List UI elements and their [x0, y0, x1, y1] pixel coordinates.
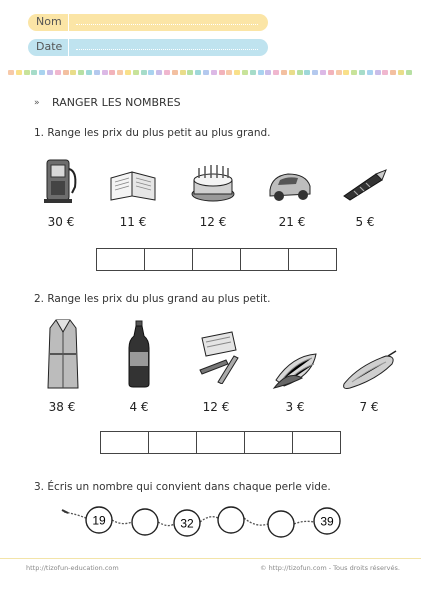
book-icon	[108, 166, 158, 204]
strip-dot	[117, 70, 123, 75]
strip-dot	[109, 70, 115, 75]
answer-box[interactable]	[148, 431, 197, 454]
strip-dot	[219, 70, 225, 75]
price-label: 12 €	[202, 400, 230, 414]
date-writing-line	[76, 49, 258, 50]
exercise1-instruction: 1. Range les prix du plus petit au plus grand.	[34, 127, 271, 139]
strip-dot	[281, 70, 287, 75]
strip-dot	[359, 70, 365, 75]
strip-dot	[8, 70, 14, 75]
answer-box[interactable]	[288, 248, 337, 271]
strip-dot	[312, 70, 318, 75]
footer-copyright: © http://tizofun.com - Tous droits réservés.	[260, 564, 400, 572]
price-label: 7 €	[359, 400, 379, 414]
name-label: Nom	[36, 15, 62, 28]
strip-dot	[406, 70, 412, 75]
strip-dot	[398, 70, 404, 75]
strip-dot	[164, 70, 170, 75]
cutter-knife-icon	[340, 168, 388, 202]
decorative-color-strip	[8, 70, 413, 76]
strip-dot	[39, 70, 45, 75]
strip-dot	[172, 70, 178, 75]
strip-dot	[180, 70, 186, 75]
strip-dot	[133, 70, 139, 75]
answer-box[interactable]	[196, 431, 245, 454]
strip-dot	[148, 70, 154, 75]
bottle-icon	[128, 320, 150, 388]
strip-dot	[16, 70, 22, 75]
cake-icon	[190, 160, 236, 204]
strip-dot	[125, 70, 131, 75]
date-field[interactable]	[28, 39, 268, 56]
strip-dot	[141, 70, 147, 75]
price-label: 12 €	[199, 215, 227, 229]
strip-dot	[203, 70, 209, 75]
answer-box[interactable]	[144, 248, 193, 271]
strip-dot	[390, 70, 396, 75]
strip-dot	[382, 70, 388, 75]
strip-dot	[375, 70, 381, 75]
price-label: 38 €	[48, 400, 76, 414]
title-bullet-icon: »	[34, 98, 40, 108]
bead-empty[interactable]	[218, 507, 244, 533]
strip-dot	[78, 70, 84, 75]
strip-dot	[343, 70, 349, 75]
strip-dot	[211, 70, 217, 75]
bead-empty[interactable]	[268, 511, 294, 537]
strip-dot	[47, 70, 53, 75]
pencil-case-icon	[196, 328, 244, 384]
answer-box[interactable]	[96, 248, 145, 271]
strip-dot	[265, 70, 271, 75]
bead-number: 39	[320, 514, 334, 529]
strip-dot	[234, 70, 240, 75]
bead-necklace	[58, 500, 358, 544]
corn-icon	[272, 350, 322, 390]
strip-dot	[273, 70, 279, 75]
strip-dot	[226, 70, 232, 75]
footer-divider	[0, 558, 421, 559]
answer-box[interactable]	[192, 248, 241, 271]
price-label: 3 €	[285, 400, 305, 414]
strip-dot	[156, 70, 162, 75]
strip-dot	[367, 70, 373, 75]
name-writing-line	[76, 24, 258, 25]
car-icon	[266, 166, 314, 204]
bead-number: 32	[180, 516, 194, 531]
strip-dot	[55, 70, 61, 75]
exercise2-instruction: 2. Range les prix du plus grand au plus petit.	[34, 293, 271, 305]
gas-pump-icon	[42, 157, 80, 205]
answer-box[interactable]	[292, 431, 341, 454]
strip-dot	[258, 70, 264, 75]
strip-dot	[102, 70, 108, 75]
bead-number: 19	[92, 513, 106, 528]
strip-dot	[63, 70, 69, 75]
strip-dot	[24, 70, 30, 75]
price-label: 4 €	[129, 400, 149, 414]
strip-dot	[289, 70, 295, 75]
strip-dot	[328, 70, 334, 75]
price-label: 11 €	[119, 215, 147, 229]
strip-dot	[187, 70, 193, 75]
footer-left-link[interactable]: http://tizofun-education.com	[26, 564, 119, 572]
strip-dot	[297, 70, 303, 75]
price-label: 21 €	[278, 215, 306, 229]
strip-dot	[304, 70, 310, 75]
strip-dot	[195, 70, 201, 75]
strip-dot	[250, 70, 256, 75]
page-title: RANGER LES NOMBRES	[52, 96, 181, 109]
coat-icon	[46, 318, 80, 390]
exercise3-instruction: 3. Écris un nombre qui convient dans chaque perle vide.	[34, 481, 331, 493]
strip-dot	[320, 70, 326, 75]
strip-dot	[31, 70, 37, 75]
strip-dot	[70, 70, 76, 75]
bead-empty[interactable]	[132, 509, 158, 535]
strip-dot	[336, 70, 342, 75]
field-separator	[68, 39, 69, 56]
answer-boxes-ex2	[101, 431, 341, 454]
field-separator	[68, 14, 69, 31]
answer-box[interactable]	[244, 431, 293, 454]
cucumber-icon	[340, 350, 398, 390]
strip-dot	[86, 70, 92, 75]
answer-boxes-ex1	[97, 248, 337, 271]
date-label: Date	[36, 40, 63, 53]
strip-dot	[94, 70, 100, 75]
price-label: 30 €	[47, 215, 75, 229]
strip-dot	[351, 70, 357, 75]
answer-box[interactable]	[240, 248, 289, 271]
answer-box[interactable]	[100, 431, 149, 454]
price-label: 5 €	[355, 215, 375, 229]
name-field[interactable]	[28, 14, 268, 31]
strip-dot	[242, 70, 248, 75]
